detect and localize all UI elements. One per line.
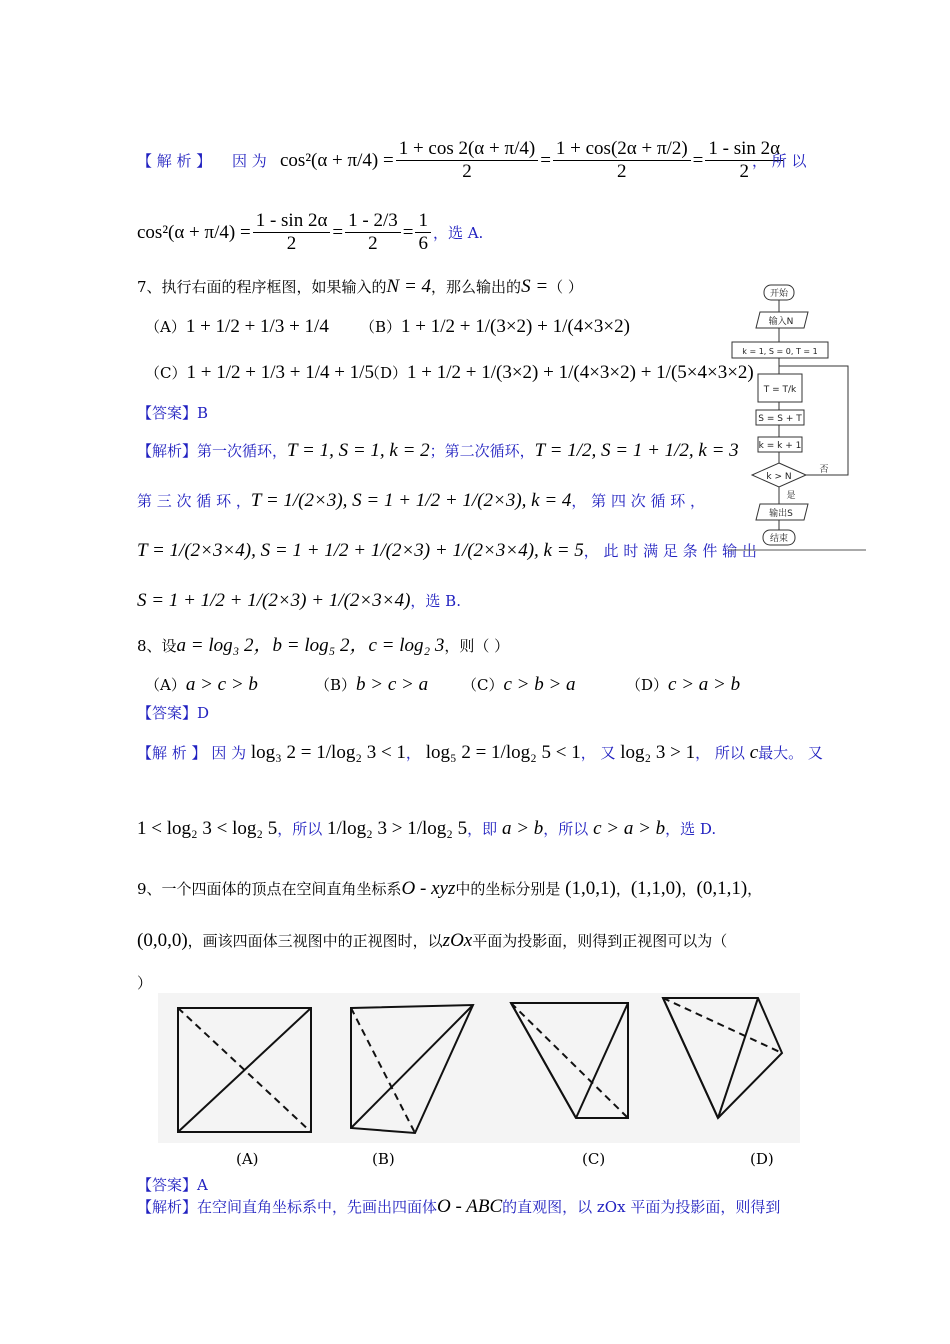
q9-label-c: (C): [582, 1150, 606, 1168]
q8-option-b: （B）b > c > a: [315, 674, 429, 695]
q9-label-a: (A): [236, 1150, 259, 1168]
q9-jiexi: 【解析】在空间直角坐标系中，先画出四面体O - ABC的直观图，以 zOx 平面为投影面，则得到: [137, 1196, 781, 1217]
q7-stem: [137, 276, 583, 298]
q7-jiexi-line4: S = 1 + 1/2 + 1/(2×3) + 1/(2×3×4)，选 B.: [137, 590, 461, 611]
q7-option-a: （A）1 + 1/2 + 1/3 + 1/4: [145, 316, 329, 337]
q7-option-c: （C）1 + 1/2 + 1/3 + 1/4 + 1/5: [145, 362, 374, 383]
flow-k-text: k = k + 1: [758, 441, 802, 451]
q7-jiexi-line2: 第 三 次 循 环 ，T = 1/(2×3), S = 1 + 1/2 + 1/(2×3), k = 4， 第 四 次 循 环 ，: [137, 490, 706, 511]
q9-figures: [158, 993, 800, 1143]
q7-jiexi-line3: T = 1/(2×3×4), S = 1 + 1/2 + 1/(2×3) + 1/(2×3×4), k = 5， 此 时 满 足 条 件 输 出: [137, 540, 757, 561]
q6-frac2: $\frac{1 + \cos(2\alpha + \pi/2)}{2}$: [553, 138, 691, 183]
q7-stem-s: S =: [521, 276, 549, 297]
q7-flowchart: [728, 280, 868, 555]
flow-cond-text: k > N: [766, 472, 792, 482]
q9-label-b: (B): [372, 1150, 395, 1168]
flow-output-text: 输出S: [769, 509, 793, 519]
q8-option-d: （D）c > a > b: [626, 674, 741, 695]
q8-jiexi-line2: 1 < log₂ 3 < log₂ 5，所以 1/log₂ 3 > 1/log₂ 5，即 a > b，所以 c > a > b，选 D.: [137, 818, 717, 839]
q7-stem-a: 7、执行右面的程序框图，如果输入的: [137, 278, 387, 296]
q8-stem: 8、设a = log₃ 2，b = log₅ 2，c = log₂ 3，则（ ）: [137, 635, 510, 656]
q6-eq2-frac1: $\frac{1 - \sin 2\alpha}{2}$: [253, 210, 331, 255]
q8-option-a: （A）a > c > b: [145, 674, 258, 695]
flow-s-text: S = S + T: [758, 414, 802, 424]
q7-option-d: （D）1 + 1/2 + 1/(3×2) + 1/(4×3×2) + 1/(5×4×3×2): [365, 362, 754, 383]
q6-eq2-lhs: cos²(α + π/4) =: [137, 221, 251, 243]
q6-equation-line1: cos²(α + π/4) = $\frac{1 + \cos 2(\alpha + \pi/4)}{2}$ = $\frac{1 + \cos(2\alpha + \pi/2)}{2}$ = $\frac{1 - \sin 2\alpha}{2}$: [280, 138, 785, 183]
q6-frac1: $\frac{1 + \cos 2(\alpha + \pi/4)}{2}$: [396, 138, 539, 183]
q6-eq2-frac2: $\frac{1 - 2/3}{2}$: [345, 210, 401, 255]
q7-stem-n: N = 4: [386, 276, 432, 297]
flow-yes-text: 是: [786, 491, 796, 501]
q6-eq2-frac3: $\frac{1}{6}$: [415, 210, 431, 255]
flow-no-text: 否: [819, 465, 829, 475]
q9-answer: 【答案】A: [137, 1176, 208, 1194]
flow-start-text: 开始: [769, 289, 789, 299]
q6-eq1-lhs: cos²(α + π/4) =: [280, 149, 394, 171]
flow-t-text: T = T/k: [763, 385, 797, 395]
q6-suoyi: ， 所 以: [752, 152, 807, 170]
flow-end-text: 结束: [769, 534, 789, 544]
q6-equation-line2: cos²(α + π/4) = $\frac{1 - \sin 2\alpha}{2}$ = $\frac{1 - 2/3}{2}$ = $\frac{1}{6}$ ，选 A.: [137, 210, 484, 254]
q9-paren-close: ）: [137, 974, 153, 992]
flow-input-text: 输入N: [768, 317, 794, 327]
q6-frac3: $\frac{1 - \sin 2\alpha}{2}$: [705, 138, 783, 183]
q6-yinwei: 因 为: [232, 152, 267, 170]
q7-option-b: （B）1 + 1/2 + 1/(3×2) + 1/(4×3×2): [360, 316, 630, 337]
q7-stem-paren: （ ）: [548, 278, 583, 296]
q6-xuan: ，选 A.: [432, 224, 484, 242]
q7-stem-b: ，那么输出的: [431, 278, 522, 296]
q8-jiexi-line1: 【解 析 】 因 为 log₃ 2 = 1/log₂ 3 < 1， log₅ 2 = 1/log₂ 5 < 1， 又 log₂ 3 > 1， 所以 c最大。 又: [137, 742, 823, 763]
q9-label-d: (D): [750, 1150, 774, 1168]
q9-stem-line2: (0,0,0)，画该四面体三视图中的正视图时，以zOx平面为投影面，则得到正视图可以为（: [137, 930, 728, 951]
q8-answer: 【答案】D: [137, 704, 210, 722]
q7-answer: 【答案】B: [137, 404, 209, 422]
q6-jiexi-tag: 【 解 析 】: [137, 152, 212, 170]
q9-stem-line1: 9、一个四面体的顶点在空间直角坐标系O - xyz中的坐标分别是 (1,0,1)，(1,1,0)，(0,1,1)，: [137, 878, 763, 899]
q7-jiexi-line1: 【解析】第一次循环，T = 1, S = 1, k = 2；第二次循环，T = 1/2, S = 1 + 1/2, k = 3: [137, 440, 739, 461]
flow-init-text: k = 1, S = 0, T = 1: [742, 347, 818, 356]
q8-option-c: （C）c > b > a: [462, 674, 576, 695]
